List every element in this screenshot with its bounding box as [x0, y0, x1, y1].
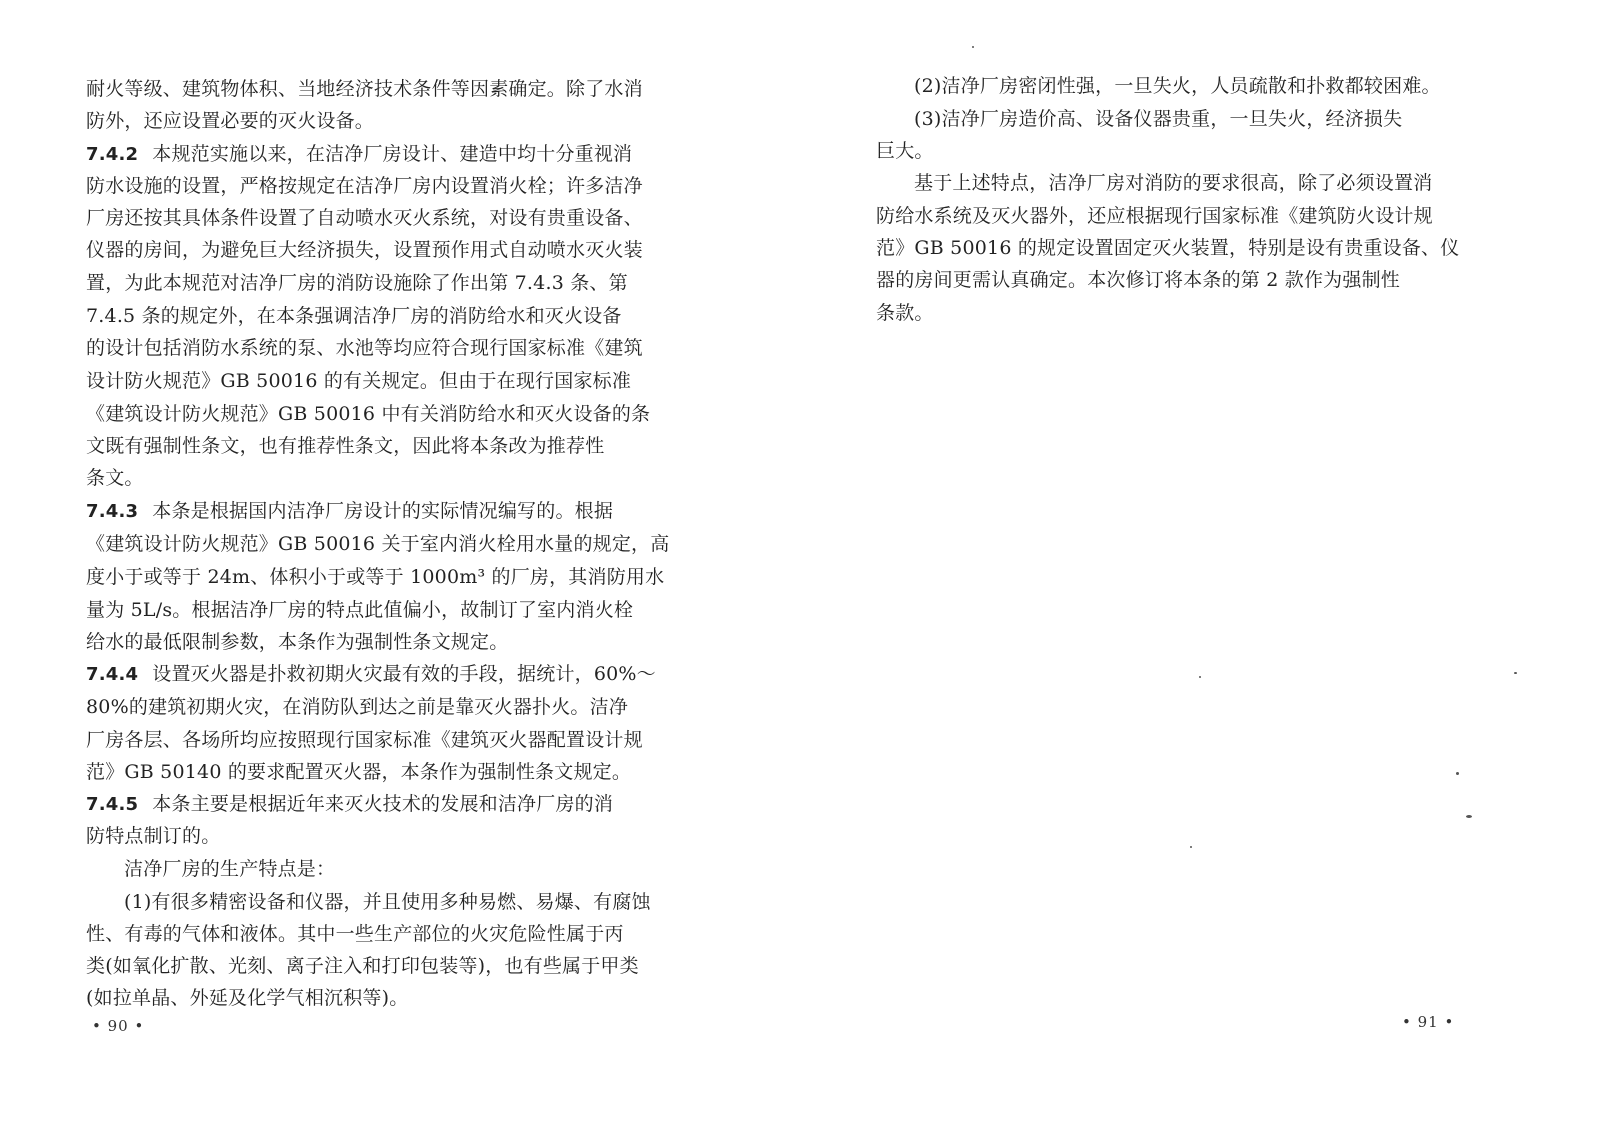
text-line: 《建筑设计防火规范》GB 50016 关于室内消火栓用水量的规定，高 — [86, 533, 670, 555]
text-line: 防给水系统及灭火器外，还应根据现行国家标准《建筑防火设计规 — [876, 205, 1433, 227]
text-line: (1)有很多精密设备和仪器，并且使用多种易燃、易爆、有腐蚀 — [124, 891, 651, 913]
text-line: 80%的建筑初期火灾，在消防队到达之前是靠灭火器扑火。洁净 — [86, 696, 629, 718]
text-line: 防水设施的设置，严格按规定在洁净厂房内设置消火栓；许多洁净 — [86, 175, 643, 197]
scan-speck — [1190, 846, 1192, 848]
text-line: 仪器的房间，为避免巨大经济损失，设置预作用式自动喷水灭火装 — [86, 239, 643, 261]
text-line: 7.4.5 条的规定外，在本条强调洁净厂房的消防给水和灭火设备 — [86, 305, 622, 327]
section-number: 7.4.3 — [86, 501, 139, 522]
right-page — [800, 0, 1600, 1131]
scan-speck — [972, 46, 974, 48]
text-line: 本条主要是根据近年来灭火技术的发展和洁净厂房的消 — [152, 793, 614, 815]
section-paragraph-7-4-4 — [86, 661, 656, 687]
text-line: 量为 5L/s。根据洁净厂房的特点此值偏小，故制订了室内消火栓 — [86, 599, 634, 621]
text-line: 条文。 — [86, 467, 144, 489]
section-number: 7.4.2 — [86, 144, 139, 165]
text-line: 器的房间更需认真确定。本次修订将本条的第 2 款作为强制性 — [876, 269, 1400, 291]
scan-speck — [1199, 676, 1201, 678]
section-paragraph-7-4-2 — [86, 141, 632, 167]
text-line: 文既有强制性条文，也有推荐性条文，因此将本条改为推荐性 — [86, 435, 605, 457]
text-line: 厂房各层、各场所均应按照现行国家标准《建筑灭火器配置设计规 — [86, 729, 643, 751]
text-line: 本规范实施以来，在洁净厂房设计、建造中均十分重视消 — [152, 143, 633, 165]
text-line: 的设计包括消防水系统的泵、水池等均应符合现行国家标准《建筑 — [86, 337, 643, 359]
text-line: 巨大。 — [876, 140, 934, 162]
section-paragraph-7-4-3 — [86, 498, 613, 524]
text-line: (如拉单晶、外延及化学气相沉积等)。 — [86, 987, 409, 1009]
text-line: 耐火等级、建筑物体积、当地经济技术条件等因素确定。除了水消 — [86, 78, 643, 100]
text-line: 设置灭火器是扑救初期火灾最有效的手段，据统计，60%～ — [152, 663, 656, 685]
text-line: 防外，还应设置必要的灭火设备。 — [86, 110, 375, 132]
text-line: 度小于或等于 24m、体积小于或等于 1000m³ 的厂房，其消防用水 — [86, 566, 665, 588]
scan-speck — [1514, 672, 1517, 674]
text-line: 防特点制订的。 — [86, 825, 221, 847]
text-line: 性、有毒的气体和液体。其中一些生产部位的火灾危险性属于丙 — [86, 923, 624, 945]
text-line: 设计防火规范》GB 50016 的有关规定。但由于在现行国家标准 — [86, 370, 632, 392]
section-number: 7.4.4 — [86, 664, 139, 685]
text-line: 置，为此本规范对洁净厂房的消防设施除了作出第 7.4.3 条、第 — [86, 272, 628, 294]
text-line: 给水的最低限制参数，本条作为强制性条文规定。 — [86, 631, 509, 653]
text-line: 范》GB 50140 的要求配置灭火器，本条作为强制性条文规定。 — [86, 761, 632, 783]
section-paragraph-7-4-5 — [86, 791, 613, 817]
text-line: 厂房还按其具体条件设置了自动喷水灭火系统，对设有贵重设备、 — [86, 207, 643, 229]
text-line: 本条是根据国内洁净厂房设计的实际情况编写的。根据 — [152, 500, 614, 522]
text-line: (3)洁净厂房造价高、设备仪器贵重，一旦失火，经济损失 — [914, 108, 1403, 130]
text-line: 条款。 — [876, 302, 934, 324]
text-line: 类(如氧化扩散、光刻、离子注入和打印包装等)，也有些属于甲类 — [86, 955, 639, 977]
scan-speck — [1466, 815, 1472, 818]
text-line: 洁净厂房的生产特点是： — [124, 858, 336, 880]
text-line: 范》GB 50016 的规定设置固定灭火装置，特别是设有贵重设备、仪 — [876, 237, 1460, 259]
text-line: 《建筑设计防火规范》GB 50016 中有关消防给水和灭火设备的条 — [86, 403, 651, 425]
page-number: • 91 • — [1402, 1013, 1455, 1031]
section-number: 7.4.5 — [86, 794, 139, 815]
text-line: 基于上述特点，洁净厂房对消防的要求很高，除了必须设置消 — [914, 172, 1433, 194]
text-line: (2)洁净厂房密闭性强，一旦失火，人员疏散和扑救都较困难。 — [914, 75, 1441, 97]
scan-speck — [1456, 772, 1459, 775]
page-number: • 90 • — [92, 1017, 145, 1035]
